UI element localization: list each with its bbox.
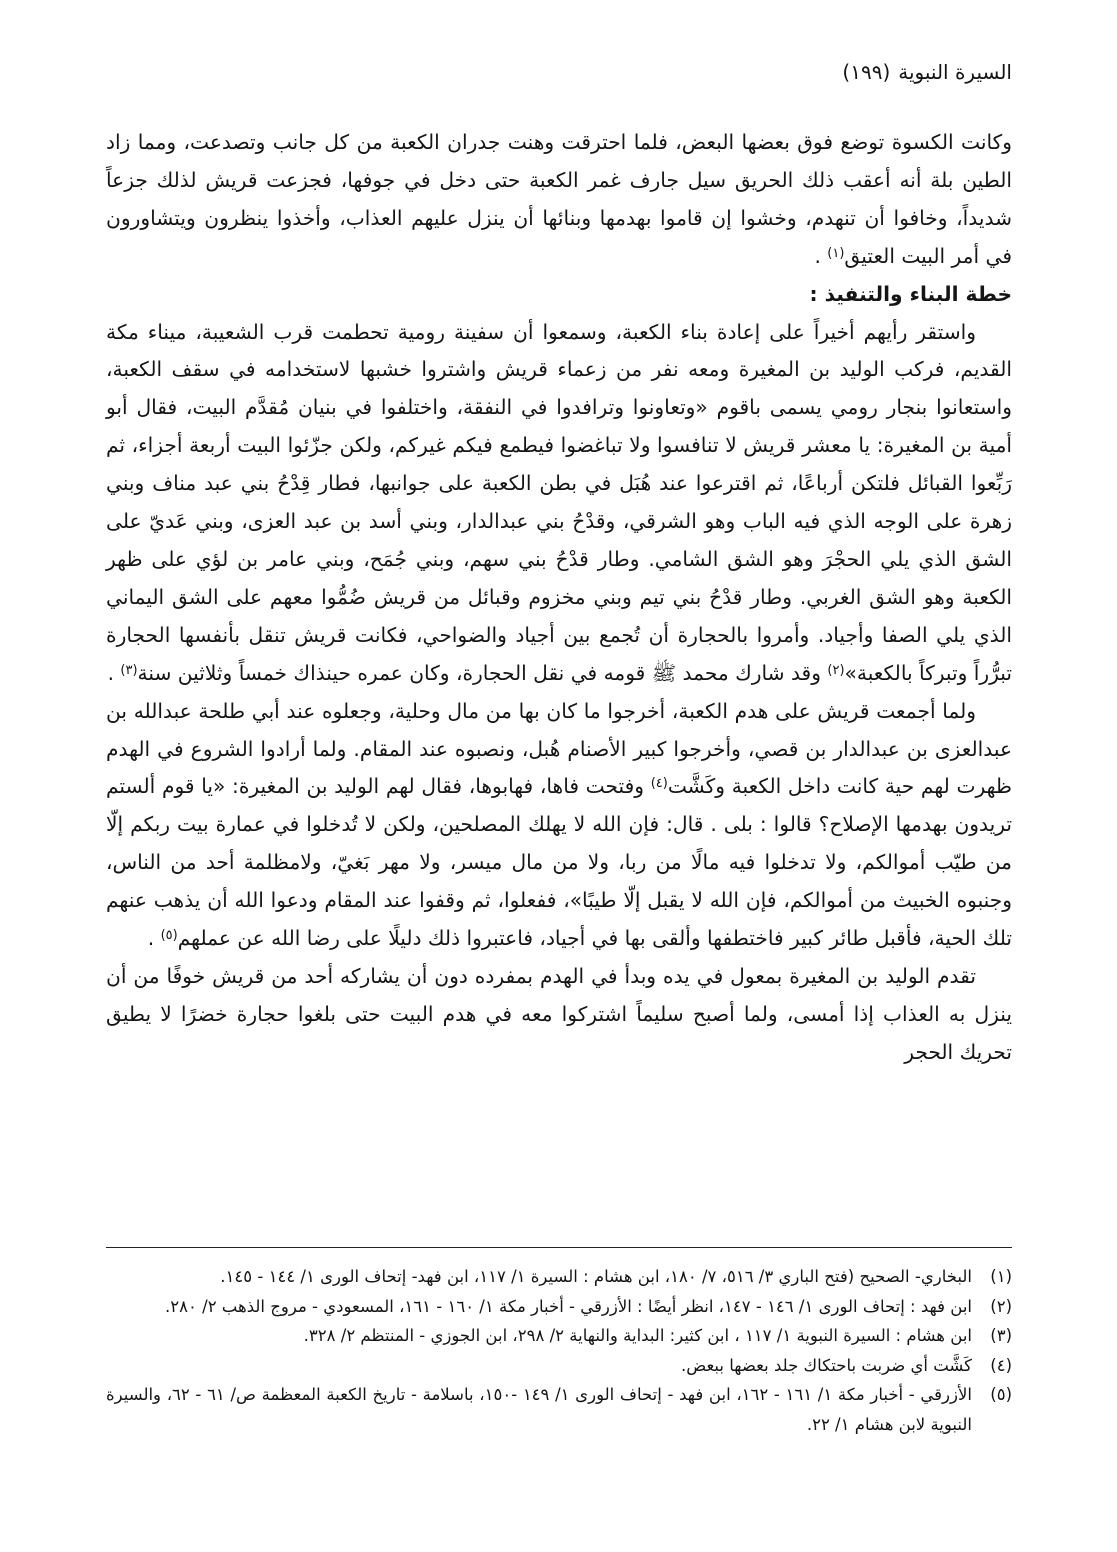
footnote-number: (٣) [990,1326,1012,1346]
footnote-divider [106,1247,1012,1248]
footnote-number: (٤) [990,1355,1012,1375]
footnote-number: (٢) [990,1296,1012,1316]
paragraph-1-end: . [814,243,828,268]
footnote-text: كَشَّت أي ضربت باحتكاك جلد بعضها ببعض. [681,1355,972,1375]
book-page [106,0,1012,1552]
paragraph-3-continuation: وفتحت فاها، فهابوها، فقال لهم الوليد بن المغيرة: «يا قوم ألستم تريدون بهدمها الإصلاح؟ قالوا : بلى . قال: فإن الله لا يهلك المصلحين، ولكن لا تُدخلوا في عمارة بيت ربكم إلّا من طيّب أموالكم، ولا تدخلوا فيه مالًا من ربا، ولا من مال ميسر، ولا مهر بَغيّ، ولامظلمة أحد من الناس، وجنبوه الخبيث من أموالكم، فإن الله لا يقبل إلّا طيبًا»، ففعلوا، ثم وقفوا عند المقام ودعوا الله أن يذهب عنهم تلك الحية، فأقبل طائر كبير فاختطفها وألقى بها في أجياد، فاعتبروا ذلك دليلًا على رضا الله عن عملهم [106,774,1012,951]
paragraph-2 [106,314,1012,693]
footnote-item [106,1321,1012,1351]
paragraph-3-text: ولما أجمعت قريش على هدم الكعبة، أخرجوا ما كان بها من مال وحلية، وجعلوه عند أبي طلحة عبدالله بن عبدالعزى بن عبدالدار بن قصي، وأخرجوا كبير الأصنام هُبل، ونصبوه عند المقام. ولما أرادوا الشروع في الهدم ظهرت لهم حية كانت داخل الكعبة وكَشَّت [106,698,1012,799]
footnote-text: الأزرقي - أخبار مكة ١/ ١٦١ - ١٦٢، ابن فهد - إتحاف الورى ١/ ١٤٩ -١٥٠، باسلامة - تاريخ الكعبة المعظمة ص/ ٦١ - ٦٢، والسيرة النبوية لابن هشام ١/ ٢٢. [106,1385,972,1434]
footnotes [106,1262,1012,1440]
footnote-ref-4: (٤) [650,776,668,792]
paragraph-2-text: واستقر رأيهم أخيراً على إعادة بناء الكعبة، وسمعوا أن سفينة رومية تحطمت قرب الشعيبة، ميناء مكة القديم، فركب الوليد بن المغيرة ومعه نفر من زعماء قريش واشتروا خشبها لاستخدامه في سقف الكعبة، واستعانوا بنجار رومي يسمى باقوم «وتعاونوا وترافدوا في النفقة، واختلفوا في بنيان مُقدَّم البيت، فقال أبو أمية بن المغيرة: يا معشر قريش لا تنافسوا ولا تباغضوا فيطمع فيكم غيركم، ولكن جزّئوا البيت أربعة أجزاء، ثم رَبِّعوا القبائل فلتكن أرباعًا، ثم اقترعوا عند هُبَل في بطن الكعبة على جوانبها، فطار قِدْحُ بني عبد مناف وبني زهرة على الوجه الذي فيه الباب وهو الشرقي، وقدْحُ بني عبدالدار، وبني أسد بن عبد العزى، وبني عَديّ على الشق الذي يلي الحجْرَ وهو الشق الشامي. وطار قدْحُ بني سهم، وبني جُمَح، وبني عامر بن لؤي على ظهر الكعبة وهو الشق الغربي. وطار قدْحُ بني تيم وبني مخزوم وقبائل من قريش ضُمُّوا معهم على الشق اليماني الذي يلي الصفا وأجياد. وأمروا بالحجارة أن تُجمع بين أجياد والضواحي، فكانت قريش تنقل بأنفسها الحجارة تبرُّراً وتبركاً بالكعبة» [106,319,1012,685]
footnote-ref-5: (٥) [160,928,178,944]
paragraph-4: تقدم الوليد بن المغيرة بمعول في يده وبدأ في الهدم بمفرده دون أن يشاركه أحد من قريش خوفًا من أن ينزل به العذاب إذا أمسى، ولما أصبح سليماً اشتركوا معه في هدم البيت حتى بلغوا حجارة خضرًا لا يطيق تحريك الحجر [106,963,1012,1064]
paragraph-3-end: . [147,926,161,951]
footnote-text: ابن هشام : السيرة النبوية ١/ ١١٧ ، ابن كثير: البداية والنهاية ٢/ ٢٩٨، ابن الجوزي - المنتظم ٢/ ٣٢٨. [303,1326,972,1346]
paragraph-2-continuation: وقد شارك محمد ﷺ قومه في نقل الحجارة، وكان عمره حينذاك خمساً وثلاثين سنة [137,660,828,685]
page-number: (١٩٩) [842,60,891,84]
paragraph-1-text: وكانت الكسوة توضع فوق بعضها البعض، فلما احترقت وهنت جدران الكعبة من كل جانب وتصدعت، ومما زاد الطين بلة أنه أعقب ذلك الحريق سيل جارف غمر الكعبة حتى دخل في جوفها، فجزعت قريش لذلك جزعاً شديداً، وخافوا أن تنهدم، وخشوا إن قاموا بهدمها وبنائها أن ينزل عليهم العذاب، وأخذوا ينظرون ويتشاورون في أمر البيت العتيق [106,130,1012,268]
footnote-number: (١) [990,1267,1012,1286]
paragraph-2-end: . [107,660,121,685]
main-text [106,124,1012,1072]
footnote-ref-3: (٣) [120,662,138,678]
footnote-number: (٥) [990,1385,1012,1405]
paragraph-1 [106,124,1012,276]
footnote-item [106,1262,1012,1292]
footnote-item [106,1292,1012,1322]
footnote-text: ابن فهد : إتحاف الورى ١/ ١٤٦ - ١٤٧، انظر أيضًا : الأزرقي - أخبار مكة ١/ ١٦٠ - ١٦١، المسعودي - مروج الذهب ٢/ ٢٨٠. [165,1296,972,1316]
header-title: السيرة النبوية [898,60,1012,84]
paragraph-3 [106,693,1012,958]
footnote-ref-2: (٢) [827,662,845,678]
running-header [842,58,1012,86]
section-heading: خطة البناء والتنفيذ : [809,281,1012,306]
footnote-text: البخاري- الصحيح (فتح الباري ٣/ ٥١٦، ٧/ ١٨٠، ابن هشام : السيرة ١/ ١١٧، ابن فهد- إتحاف الورى ١/ ١٤٤ - ١٤٥. [220,1267,972,1286]
footnote-ref-1: (١) [827,245,845,261]
footnote-item [106,1380,1012,1439]
footnote-item [106,1351,1012,1381]
